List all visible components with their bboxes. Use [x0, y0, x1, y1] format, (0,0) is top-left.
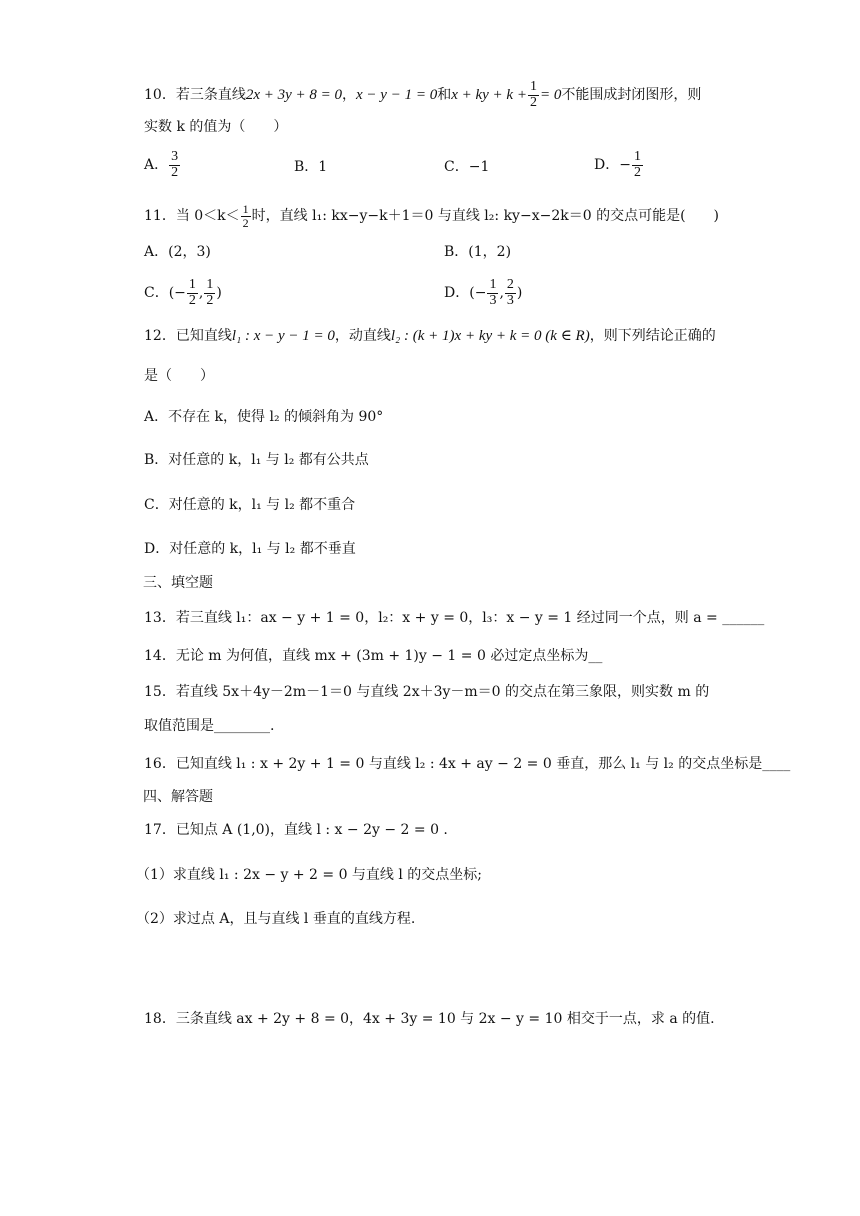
q10-stem-line2: 实数 k 的值为（ ）: [144, 119, 288, 135]
q11-option-b: B．(1，2): [444, 244, 512, 260]
q12-text-mid: ，动直线: [334, 328, 391, 344]
q10-option-c-value: −1: [468, 159, 490, 175]
q10-option-b: [294, 160, 327, 174]
q10-option-b-label: B．: [294, 159, 319, 175]
q11-stem-post: 时，直线 l₁: kx−y−k＋1＝0 与直线 l₂: ky−x−2k＝0 的交点可能是( ): [251, 208, 719, 225]
q11-option-c-n1: 1: [188, 277, 196, 292]
section-fill-in-heading: 三、填空题: [143, 575, 213, 591]
q11-option-c-frac1: [187, 278, 198, 308]
q18: 18．三条直线 ax + 2y + 8 = 0，4x + 3y = 10 与 2x − y = 10 相交于一点，求 a 的值.: [144, 1011, 715, 1027]
q15-line2: 取值范围是________.: [144, 718, 275, 734]
q11-option-d-n1: 1: [489, 277, 497, 292]
section-answer-heading: 四、解答题: [143, 789, 213, 805]
q10-eq3-pre: x + ky + k +: [451, 87, 527, 104]
q11-stem-fraction: [241, 203, 251, 229]
q10-eq3-frac-den: 2: [529, 94, 537, 110]
q10-eq1: 2x + 3y + 8 = 0: [245, 87, 343, 104]
q12-option-d: D．对任意的 k，l₁ 与 l₂ 都不垂直: [144, 541, 356, 557]
q11-option-d-comma: ,: [499, 285, 504, 302]
q11-option-c-pre: (−: [168, 285, 186, 302]
q12-l2-equation: l₂ : (k + 1)x + ky + k = 0 (k ∈ R): [390, 328, 590, 344]
q10-option-d-label: D．: [594, 157, 620, 174]
q10-option-c-label: C．: [444, 159, 469, 175]
q10-eq3-fraction: [528, 80, 539, 110]
q11-option-c-n2: 1: [206, 277, 214, 292]
q11-option-d-pre: (−: [469, 285, 487, 302]
q12-l1-equation: l₁ : x − y − 1 = 0: [231, 328, 335, 344]
q10-sep: ，: [342, 87, 357, 104]
q10-option-d: [594, 150, 644, 180]
q10-option-b-value: 1: [318, 159, 328, 175]
q12-text-post: ，则下列结论正确的: [589, 328, 716, 344]
q14: 14．无论 m 为何值，直线 mx + (3m + 1)y − 1 = 0 必过定点坐标为__: [144, 648, 603, 664]
q11-option-c-label: C．: [144, 285, 169, 302]
q11-option-c-d1: 2: [188, 292, 196, 308]
q10-option-d-num: 1: [633, 149, 641, 164]
q11-option-c: [144, 278, 222, 308]
q10-eq2: x − y − 1 = 0: [356, 87, 438, 104]
q11-option-d-post: ): [516, 285, 523, 302]
q10-option-a-num: 3: [171, 149, 179, 164]
q10-option-d-den: 2: [633, 164, 641, 180]
q10-text-pre: 10．若三条直线: [144, 87, 246, 104]
q11-option-a: A．(2，3): [144, 244, 211, 260]
q12-option-c: C．对任意的 k，l₁ 与 l₂ 都不重合: [144, 497, 356, 513]
q10-option-a: [144, 150, 181, 180]
q10-option-d-fraction: [632, 150, 643, 180]
q17-part1: （1）求直线 l₁ : 2x − y + 2 = 0 与直线 l 的交点坐标;: [136, 867, 483, 883]
q10-and: 和: [437, 87, 452, 104]
q12-option-a: A．不存在 k，使得 l₂ 的倾斜角为 90°: [144, 409, 384, 425]
q11-option-d-d2: 3: [506, 292, 514, 308]
q11-option-c-comma: ,: [198, 285, 204, 302]
q11-option-d-label: D．: [444, 285, 470, 302]
q12-stem-line1: [144, 329, 716, 344]
q11-option-c-frac2: [204, 278, 215, 308]
q17-part2: （2）求过点 A，且与直线 l 垂直的直线方程.: [136, 911, 416, 927]
q10-option-a-label: A．: [144, 157, 169, 174]
q12-option-b: B．对任意的 k，l₁ 与 l₂ 都有公共点: [144, 452, 369, 468]
q11-option-d-d1: 3: [489, 292, 497, 308]
q11-stem: [144, 203, 719, 229]
q11-stem-pre: 11．当 0＜k＜: [144, 208, 240, 225]
q11-option-c-post: ): [216, 285, 222, 302]
q12-stem-line2: 是（ ）: [144, 368, 214, 384]
q10-eq3-frac-num: 1: [529, 79, 537, 94]
q16: 16．已知直线 l₁ : x + 2y + 1 = 0 与直线 l₂ : 4x + ay − 2 = 0 垂直，那么 l₁ 与 l₂ 的交点坐标是____: [144, 756, 791, 772]
q11-frac-num: 1: [242, 202, 249, 216]
q17-stem: 17．已知点 A (1,0)，直线 l : x − 2y − 2 = 0 .: [144, 822, 448, 838]
q11-option-d-frac2: [505, 278, 516, 308]
q11-frac-den: 2: [242, 215, 249, 230]
q10-option-c: [444, 160, 489, 174]
q15-line1: 15．若直线 5x＋4y－2m－1＝0 与直线 2x＋3y－m＝0 的交点在第三象限，则实数 m 的: [144, 684, 710, 700]
q10-stem-line1: [144, 80, 701, 110]
q11-option-d: [444, 278, 522, 308]
q13: 13．若三直线 l₁：ax − y + 1 = 0，l₂：x + y = 0，l₃：x − y = 1 经过同一个点，则 a = ______: [144, 610, 765, 626]
q11-option-d-n2: 2: [506, 277, 514, 292]
q10-eq3-post: = 0: [539, 87, 562, 104]
q10-option-d-sign: −: [619, 157, 631, 174]
q10-text-post: 不能围成封闭图形，则: [561, 87, 702, 104]
q10-option-a-fraction: [169, 150, 180, 180]
q11-option-d-frac1: [487, 278, 498, 308]
q11-option-c-d2: 2: [206, 292, 214, 308]
q10-option-a-den: 2: [171, 164, 179, 180]
q12-text-pre: 12．已知直线: [144, 328, 232, 344]
